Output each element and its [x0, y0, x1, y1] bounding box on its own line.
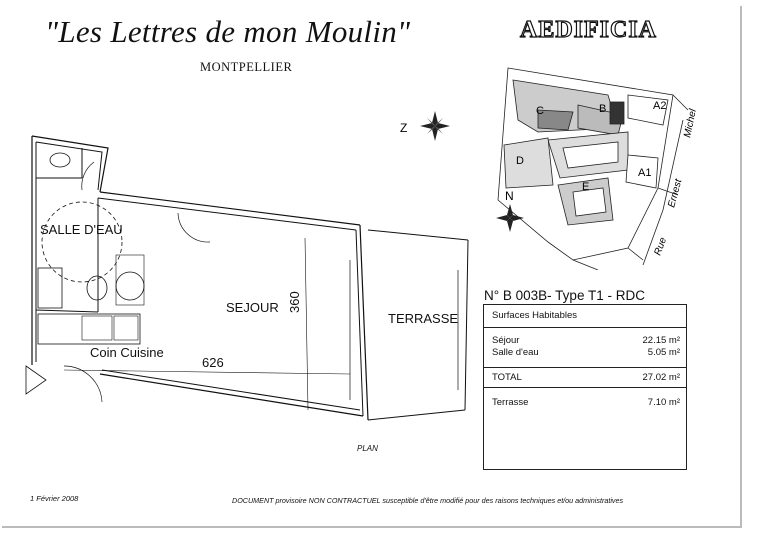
building-a1-label: A1: [638, 167, 652, 179]
plan-caption: PLAN: [357, 444, 378, 453]
terrace-label: Terrasse: [492, 397, 529, 408]
surfaces-header: Surfaces Habitables: [492, 310, 578, 321]
table-divider: [484, 327, 686, 328]
row-label: Salle d'eau: [492, 347, 539, 358]
city-name: MONTPELLIER: [200, 60, 293, 74]
building-a2-label: A2: [653, 100, 667, 112]
street-michel-label: Michel: [682, 108, 699, 139]
table-divider: [484, 367, 686, 368]
floor-plan: [20, 130, 480, 430]
building-d-label: D: [516, 155, 524, 167]
room-label-terrace: TERRASSE: [388, 311, 459, 326]
brand-logo: AEDIFICIA: [520, 17, 658, 43]
document-date: 1 Février 2008: [30, 494, 79, 503]
room-label-living: SEJOUR: [226, 300, 279, 315]
site-plan: [478, 60, 703, 270]
building-b-label: B: [599, 103, 607, 115]
dimension-width: 626: [202, 355, 224, 370]
row-value: 22.15 m²: [642, 335, 680, 346]
project-title: "Les Lettres de mon Moulin": [45, 14, 411, 49]
row-label: Séjour: [492, 335, 520, 346]
north-arrow-icon: [490, 188, 530, 238]
disclaimer: DOCUMENT provisoire NON CONTRACTUEL susceptible d'être modifié pour des raisons techniques et/ou administratives: [232, 496, 624, 505]
table-divider: [484, 387, 686, 388]
terrace-value: 7.10 m²: [647, 397, 680, 408]
street-ernest-label: Ernest: [666, 178, 685, 209]
compass-z-label: Z: [400, 121, 408, 135]
street-rue-label: Rue: [652, 236, 670, 258]
north-label: N: [505, 189, 514, 203]
room-label-bathroom: SALLE D'EAU: [40, 222, 123, 237]
dimension-depth: 360: [287, 291, 302, 313]
total-label: TOTAL: [492, 372, 522, 383]
total-value: 27.02 m²: [642, 372, 680, 383]
building-e-label: E: [582, 181, 590, 193]
row-value: 5.05 m²: [647, 347, 680, 358]
unit-title: N° B 003B- Type T1 - RDC: [484, 288, 645, 303]
room-label-kitchen: Coin Cuisine: [90, 345, 164, 360]
building-c-label: C: [536, 105, 544, 117]
surfaces-table: [483, 304, 687, 470]
